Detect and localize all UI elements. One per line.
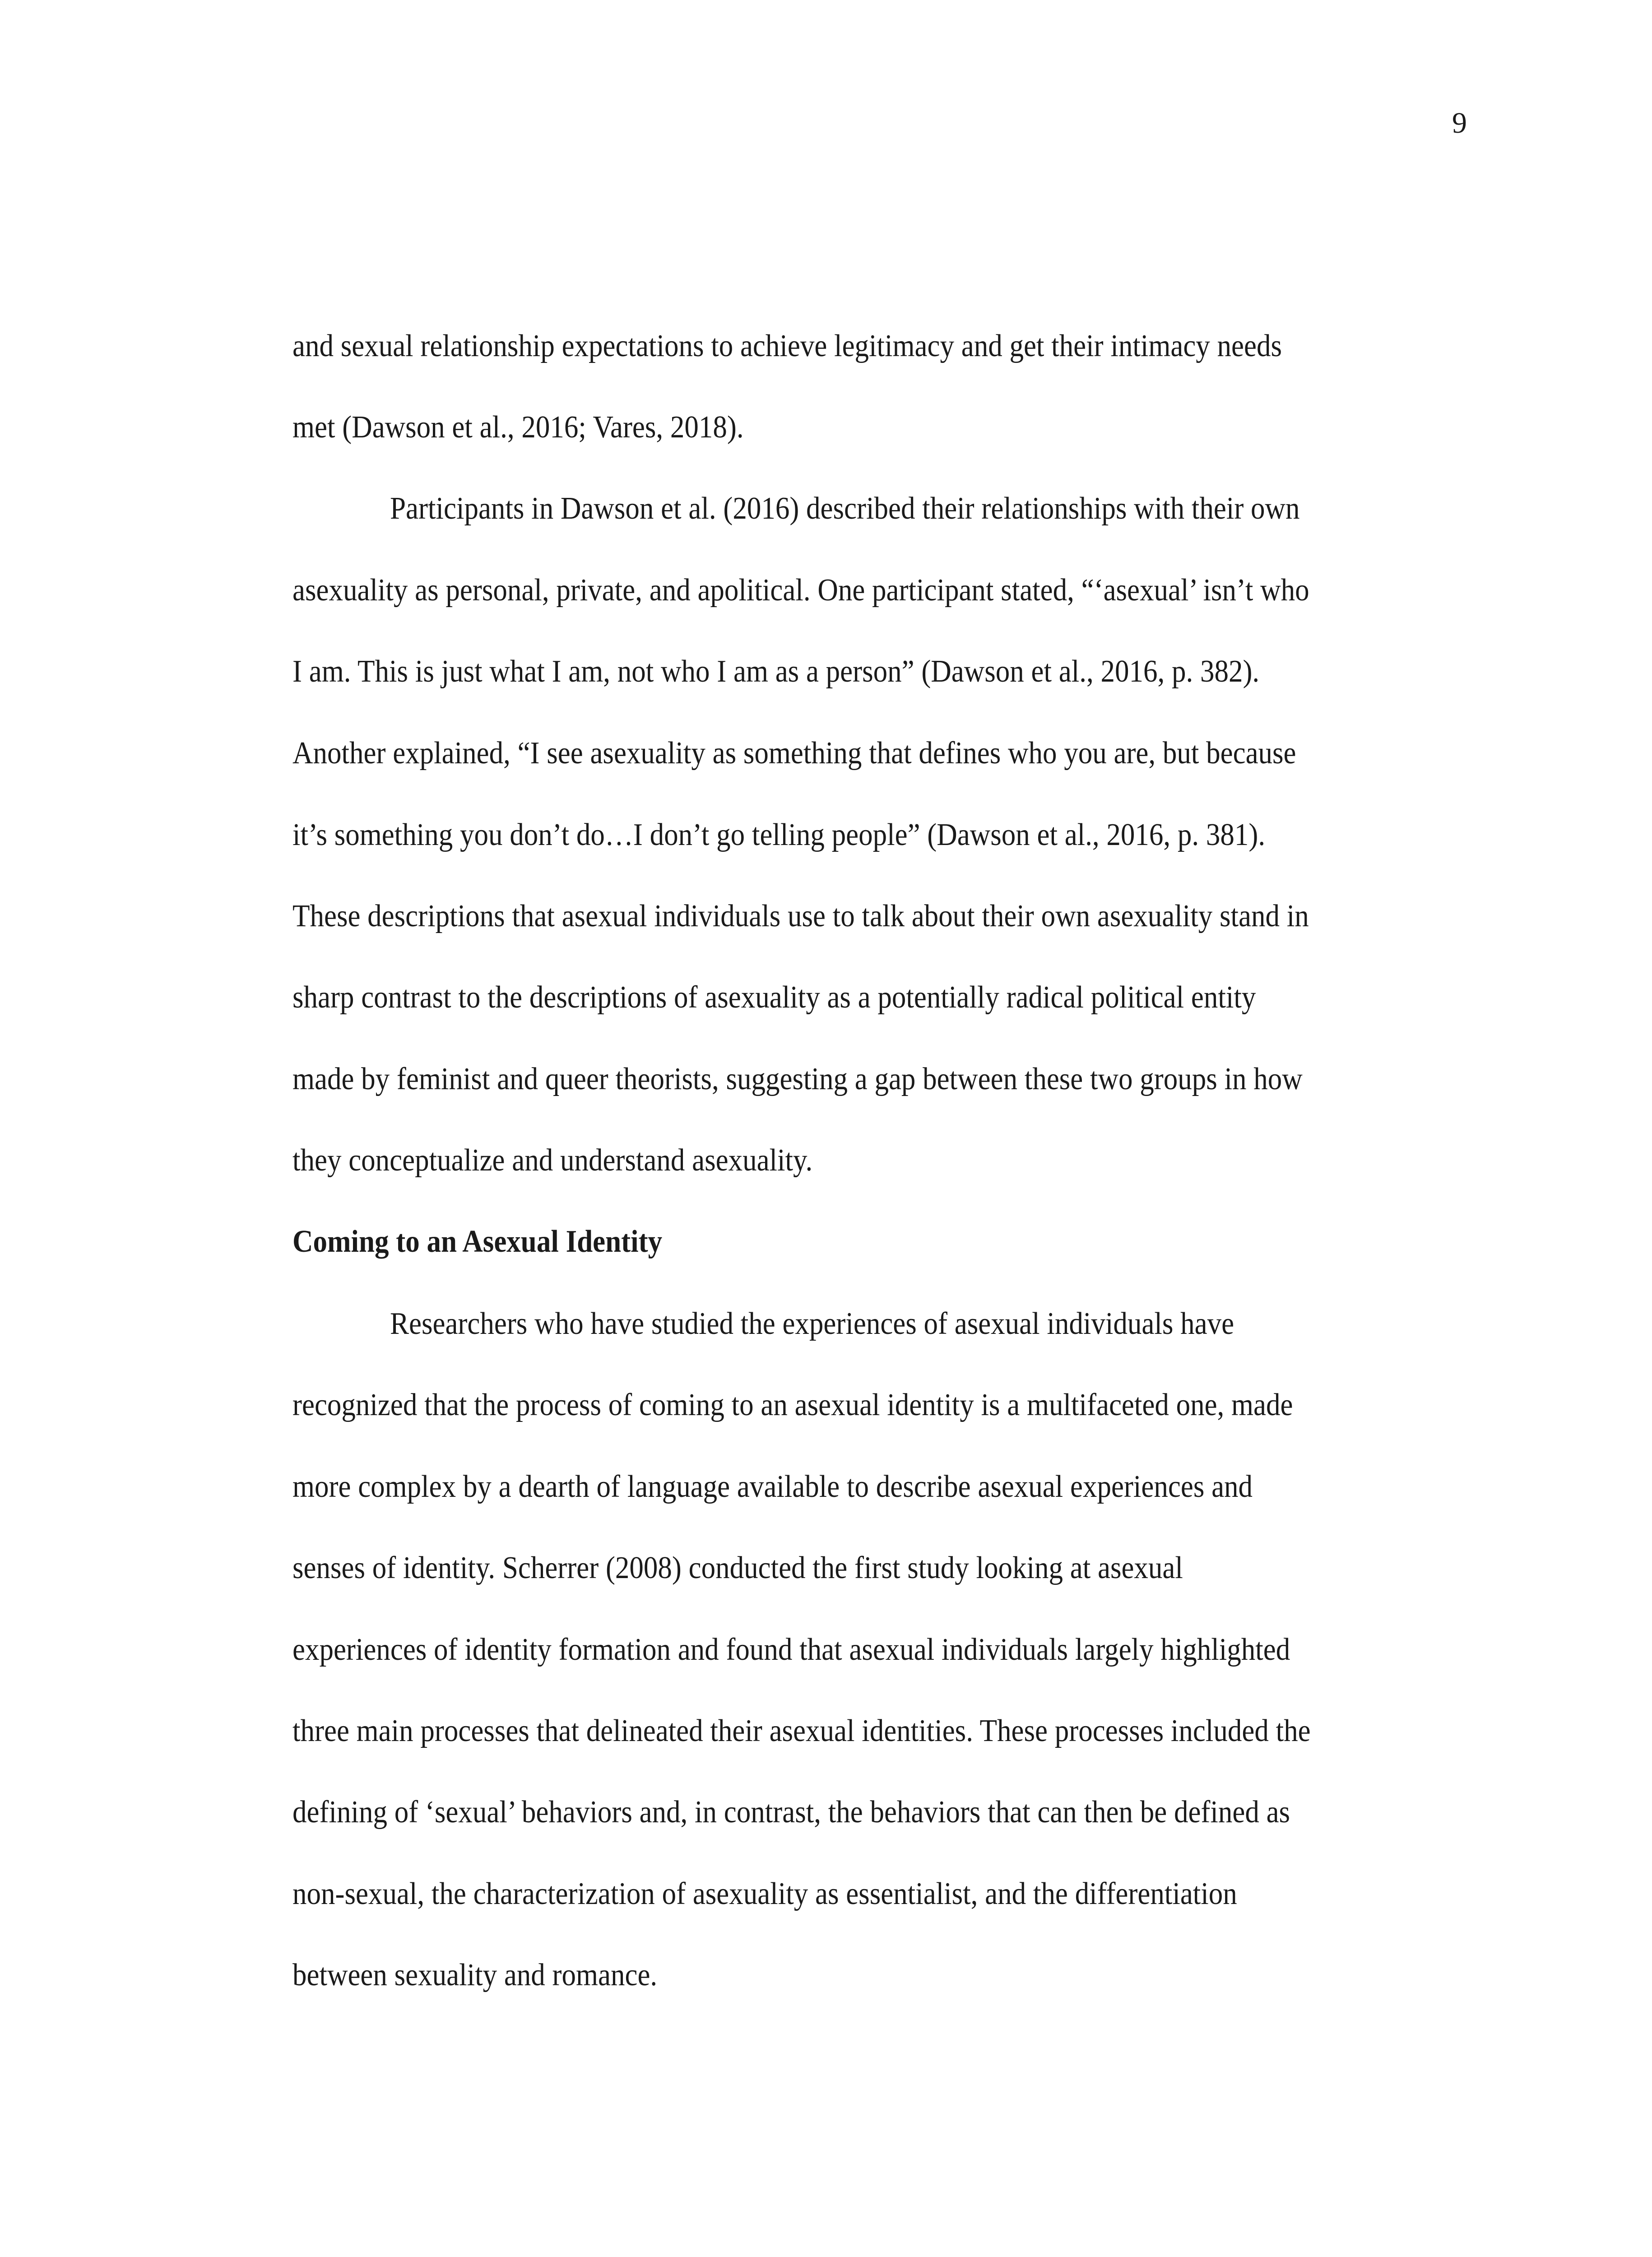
text-line: I am. This is just what I am, not who I am as a person” (Dawson et al., 2016, p. 382).: [292, 654, 1260, 689]
text-line: These descriptions that asexual individuals use to talk about their own asexuality stand in: [292, 899, 1309, 933]
text-line: Researchers who have studied the experiences of asexual individuals have: [390, 1306, 1234, 1341]
text-line: it’s something you don’t do…I don’t go telling people” (Dawson et al., 2016, p. 381).: [292, 817, 1266, 852]
text-line: between sexuality and romance.: [292, 1958, 658, 1992]
text-line: defining of ‘sexual’ behaviors and, in contrast, the behaviors that can then be defined as: [292, 1795, 1290, 1830]
text-line: more complex by a dearth of language available to describe asexual experiences and: [292, 1469, 1253, 1504]
text-line: Another explained, “I see asexuality as something that defines who you are, but because: [292, 736, 1296, 771]
section-heading: Coming to an Asexual Identity: [292, 1224, 663, 1259]
text-line: made by feminist and queer theorists, suggesting a gap between these two groups in how: [292, 1062, 1303, 1096]
text-line: senses of identity. Scherrer (2008) conducted the first study looking at asexual: [292, 1551, 1183, 1585]
text-line: experiences of identity formation and found that asexual individuals largely highlighted: [292, 1632, 1290, 1667]
text-line: they conceptualize and understand asexuality.: [292, 1143, 813, 1178]
text-line: met (Dawson et al., 2016; Vares, 2018).: [292, 410, 744, 445]
page-number: 9: [1452, 107, 1467, 139]
text-line: recognized that the process of coming to an asexual identity is a multifaceted one, made: [292, 1388, 1293, 1422]
text-line: and sexual relationship expectations to achieve legitimacy and get their intimacy needs: [292, 329, 1282, 363]
text-line: asexuality as personal, private, and apolitical. One participant stated, “‘asexual’ isn’t who: [292, 573, 1309, 608]
text-line: sharp contrast to the descriptions of asexuality as a potentially radical political entity: [292, 980, 1256, 1015]
text-line: three main processes that delineated their asexual identities. These processes included the: [292, 1714, 1311, 1748]
text-line: non-sexual, the characterization of asexuality as essentialist, and the differentiation: [292, 1876, 1237, 1911]
text-line: Participants in Dawson et al. (2016) described their relationships with their own: [390, 491, 1300, 526]
